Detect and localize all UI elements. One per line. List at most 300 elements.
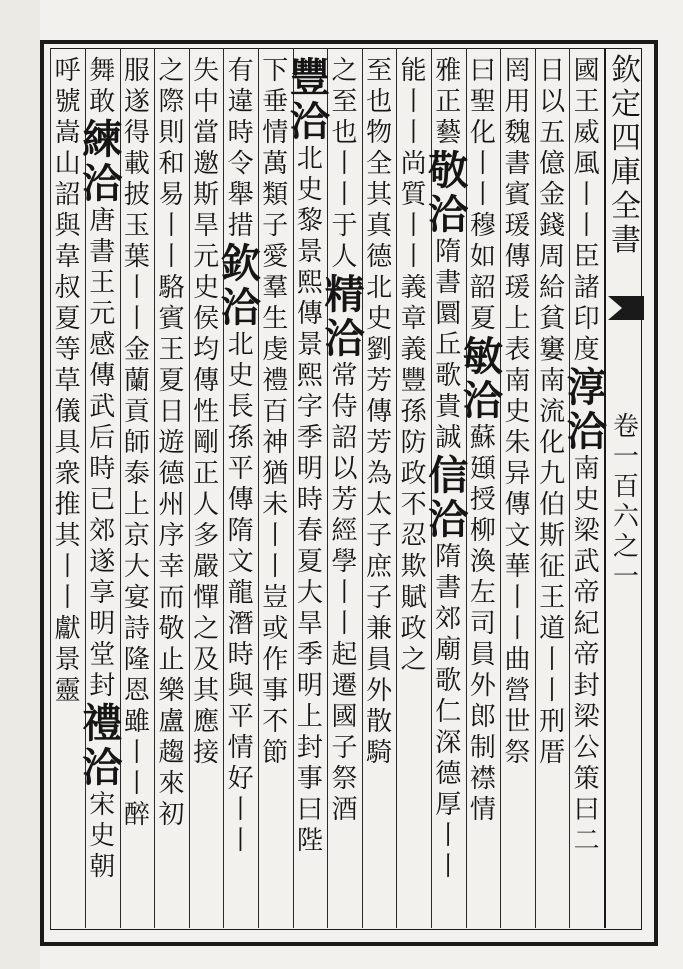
text-char: 朝: [89, 852, 116, 882]
text-char: 罔: [504, 56, 531, 86]
text-char: 時: [227, 640, 254, 670]
text-char: 也: [366, 87, 393, 117]
text-char: 之: [158, 56, 185, 86]
text-char: 等: [54, 335, 81, 365]
text-char: 曰: [296, 795, 323, 825]
text-char: 芳: [366, 428, 393, 458]
text-char: 平: [227, 454, 254, 484]
text-char: 丨: [123, 304, 150, 334]
text-char: 有: [227, 56, 254, 86]
text-char: 梁: [573, 516, 600, 546]
text-char: 好: [227, 764, 254, 794]
text-char: 貧: [539, 304, 566, 334]
text-char: 北: [296, 144, 323, 174]
text-char: 元: [89, 299, 116, 329]
text-char: 質: [400, 180, 427, 210]
margin-volume-char: 一: [612, 442, 639, 472]
text-char: 歌: [435, 666, 462, 696]
text-char: 載: [123, 149, 150, 179]
text-char: 芳: [331, 485, 358, 515]
text-char: 豐: [400, 366, 427, 396]
text-char: 當: [193, 118, 220, 148]
text-char: 盧: [158, 707, 185, 737]
text-char: 夏: [54, 304, 81, 334]
text-char: 也: [331, 118, 358, 148]
text-char: 或: [262, 614, 289, 644]
text-char: 與: [54, 211, 81, 241]
text-char: 憚: [193, 583, 220, 613]
text-char: 其: [193, 676, 220, 706]
entry-heading-char: 欽: [220, 240, 261, 287]
text-char: 傳: [296, 299, 323, 329]
text-char: 金: [123, 335, 150, 365]
text-char: 金: [539, 180, 566, 210]
text-char: 臣: [573, 242, 600, 272]
text-char: 帝: [573, 578, 600, 608]
text-char: 周: [539, 242, 566, 272]
text-char: 羣: [262, 273, 289, 303]
text-char: 嚴: [193, 552, 220, 582]
text-char: 丨: [504, 583, 531, 613]
text-char: 節: [262, 738, 289, 768]
text-char: 二: [573, 826, 600, 856]
text-char: 侍: [331, 392, 358, 422]
text-char: 道: [539, 614, 566, 644]
text-char: 史: [89, 821, 116, 851]
text-char: 長: [227, 392, 254, 422]
text-char: 龍: [227, 578, 254, 608]
text-char: 南: [504, 366, 531, 396]
text-char: 失: [193, 56, 220, 86]
text-char: 傳: [89, 361, 116, 391]
text-char: 神: [262, 428, 289, 458]
text-char: 丨: [262, 552, 289, 582]
text-char: 丨: [573, 211, 600, 241]
text-char: 雅: [435, 56, 462, 86]
text-char: 丨: [469, 180, 496, 210]
text-char: 師: [123, 428, 150, 458]
text-char: 封: [296, 733, 323, 763]
text-char: 傳: [504, 490, 531, 520]
text-char: 泰: [123, 459, 150, 489]
text-char: 武: [573, 547, 600, 577]
text-char: 賓: [158, 304, 185, 334]
text-char: 魏: [504, 118, 531, 148]
text-char: 時: [227, 118, 254, 148]
text-char: 物: [366, 118, 393, 148]
entry-heading-char: 精: [324, 271, 365, 318]
text-char: 敬: [158, 614, 185, 644]
text-char: 太: [366, 490, 393, 520]
text-char: 丨: [435, 821, 462, 851]
text-char: 書: [504, 149, 531, 179]
text-char: 之: [331, 56, 358, 86]
page-edge: [0, 0, 40, 969]
text-column: [47, 56, 89, 922]
text-char: 窶: [539, 335, 566, 365]
text-char: 蘭: [123, 366, 150, 396]
text-char: 舞: [89, 56, 116, 86]
text-char: 均: [193, 335, 220, 365]
text-char: 其: [54, 521, 81, 551]
margin-title-char: 全: [611, 189, 641, 224]
text-char: 給: [539, 273, 566, 303]
text-char: 王: [573, 87, 600, 117]
text-char: 蘇: [469, 423, 496, 453]
text-char: 明: [296, 671, 323, 701]
text-char: 際: [158, 87, 185, 117]
text-char: 封: [573, 671, 600, 701]
text-char: 厝: [539, 738, 566, 768]
text-char: 用: [504, 87, 531, 117]
text-char: 接: [193, 738, 220, 768]
entry-heading-char: 洽: [462, 377, 503, 424]
text-char: 丘: [435, 330, 462, 360]
text-char: 尚: [400, 149, 427, 179]
text-char: 風: [573, 149, 600, 179]
text-char: 作: [262, 645, 289, 675]
text-char: 侯: [193, 304, 220, 334]
text-char: 郎: [469, 702, 496, 732]
text-char: 于: [331, 211, 358, 241]
text-char: 靈: [54, 676, 81, 706]
text-char: 丨: [123, 769, 150, 799]
text-char: 及: [193, 645, 220, 675]
text-char: 丨: [54, 552, 81, 582]
text-char: 丨: [227, 826, 254, 856]
text-char: 史: [573, 485, 600, 515]
text-char: 丨: [504, 614, 531, 644]
text-char: 恩: [123, 676, 150, 706]
text-char: 員: [469, 640, 496, 670]
text-char: 大: [296, 578, 323, 608]
text-char: 其: [366, 180, 393, 210]
text-char: 遂: [123, 87, 150, 117]
text-char: 誠: [435, 423, 462, 453]
text-char: 事: [296, 764, 323, 794]
text-char: 億: [539, 149, 566, 179]
text-char: 深: [435, 728, 462, 758]
text-char: 酒: [331, 795, 358, 825]
text-char: 剛: [193, 428, 220, 458]
text-char: 正: [435, 87, 462, 117]
text-char: 丨: [539, 676, 566, 706]
text-char: 詔: [54, 180, 81, 210]
text-char: 刑: [539, 707, 566, 737]
text-char: 丨: [158, 211, 185, 241]
text-char: 景: [296, 330, 323, 360]
text-char: 流: [539, 397, 566, 427]
text-char: 學: [331, 547, 358, 577]
text-char: 曲: [504, 645, 531, 675]
text-char: 异: [504, 459, 531, 489]
text-char: 宋: [89, 790, 116, 820]
text-char: 瑗: [504, 211, 531, 241]
text-char: 隆: [123, 645, 150, 675]
text-char: 兼: [366, 614, 393, 644]
text-char: 季: [296, 423, 323, 453]
text-char: 斯: [539, 521, 566, 551]
text-char: 廟: [435, 635, 462, 665]
text-char: 景: [296, 237, 323, 267]
text-char: 推: [54, 490, 81, 520]
text-char: 庶: [366, 552, 393, 582]
entry-heading-char: 洽: [82, 160, 123, 207]
text-char: 以: [331, 454, 358, 484]
text-char: 欺: [400, 552, 427, 582]
entry-heading-char: 信: [428, 452, 469, 499]
text-char: 醉: [123, 800, 150, 830]
text-char: 夏: [469, 304, 496, 334]
text-char: 隋: [435, 542, 462, 572]
text-char: 性: [193, 397, 220, 427]
text-char: 措: [227, 211, 254, 241]
text-char: 京: [123, 521, 150, 551]
text-char: 大: [123, 552, 150, 582]
text-char: 印: [573, 304, 600, 334]
text-char: 真: [366, 211, 393, 241]
text-char: 中: [193, 87, 220, 117]
text-char: 政: [400, 459, 427, 489]
entry-heading-char: 洽: [566, 408, 607, 455]
text-char: 圜: [435, 299, 462, 329]
text-char: 上: [504, 304, 531, 334]
text-char: 書: [435, 268, 462, 298]
text-char: 丨: [158, 242, 185, 272]
text-char: 伯: [539, 490, 566, 520]
text-char: 類: [262, 180, 289, 210]
text-char: 令: [227, 149, 254, 179]
text-char: 未: [262, 490, 289, 520]
text-char: 堂: [89, 640, 116, 670]
text-char: 丨: [573, 180, 600, 210]
text-char: 熙: [296, 268, 323, 298]
text-char: 季: [296, 640, 323, 670]
text-char: 上: [123, 490, 150, 520]
text-char: 德: [366, 242, 393, 272]
text-char: 國: [331, 702, 358, 732]
text-char: 上: [296, 702, 323, 732]
text-char: 營: [504, 676, 531, 706]
margin-title: [608, 54, 644, 258]
margin-volume: [608, 412, 644, 592]
text-char: 止: [158, 645, 185, 675]
text-char: 日: [158, 397, 185, 427]
text-char: 萬: [262, 149, 289, 179]
text-char: 貴: [435, 392, 462, 422]
text-char: 玉: [123, 211, 150, 241]
text-char: 賓: [504, 180, 531, 210]
text-char: 夏: [158, 366, 185, 396]
text-char: 文: [227, 547, 254, 577]
text-char: 得: [123, 118, 150, 148]
text-char: 忍: [400, 521, 427, 551]
text-char: 情: [227, 733, 254, 763]
text-char: 威: [573, 118, 600, 148]
text-char: 全: [366, 149, 393, 179]
text-char: 史: [296, 175, 323, 205]
text-char: 垂: [262, 87, 289, 117]
text-char: 百: [262, 397, 289, 427]
text-char: 五: [539, 118, 566, 148]
text-char: 違: [227, 87, 254, 117]
text-char: 度: [573, 335, 600, 365]
text-char: 瑗: [504, 273, 531, 303]
text-char: 傳: [227, 485, 254, 515]
text-char: 南: [573, 454, 600, 484]
text-char: 丨: [331, 180, 358, 210]
text-char: 情: [262, 118, 289, 148]
text-char: 九: [539, 459, 566, 489]
text-char: 化: [539, 428, 566, 458]
text-char: 服: [123, 56, 150, 86]
text-char: 字: [296, 392, 323, 422]
text-char: 隋: [227, 516, 254, 546]
text-char: 唐: [89, 206, 116, 236]
text-char: 華: [504, 552, 531, 582]
text-char: 黎: [296, 206, 323, 236]
text-char: 幸: [158, 552, 185, 582]
text-char: 不: [400, 490, 427, 520]
text-char: 丨: [331, 578, 358, 608]
margin-title-char: 欽: [611, 53, 641, 88]
text-char: 郊: [89, 516, 116, 546]
margin-volume-char: 六: [612, 502, 639, 532]
text-char: 文: [504, 521, 531, 551]
text-char: 郊: [435, 604, 462, 634]
entry-heading-char: 洽: [428, 496, 469, 543]
text-char: 生: [262, 304, 289, 334]
text-char: 遷: [331, 671, 358, 701]
text-char: 丨: [54, 583, 81, 613]
entry-heading-char: 豐: [289, 54, 330, 101]
text-char: 駱: [158, 273, 185, 303]
text-char: 旱: [296, 609, 323, 639]
text-char: 易: [158, 180, 185, 210]
text-char: 宴: [123, 583, 150, 613]
text-char: 應: [193, 707, 220, 737]
text-char: 北: [366, 273, 393, 303]
text-char: 則: [158, 118, 185, 148]
text-char: 經: [331, 516, 358, 546]
text-char: 丨: [400, 242, 427, 272]
text-char: 仁: [435, 697, 462, 727]
text-char: 孫: [227, 423, 254, 453]
text-char: 梁: [573, 702, 600, 732]
text-char: 葉: [123, 242, 150, 272]
text-char: 丨: [331, 149, 358, 179]
text-char: 至: [366, 56, 393, 86]
text-char: 邀: [193, 149, 220, 179]
text-char: 王: [89, 268, 116, 298]
entry-heading-char: 洽: [82, 744, 123, 791]
text-char: 多: [193, 521, 220, 551]
text-char: 丨: [400, 87, 427, 117]
text-char: 義: [400, 335, 427, 365]
text-char: 不: [262, 707, 289, 737]
text-char: 時: [89, 454, 116, 484]
text-char: 封: [89, 671, 116, 701]
entry-heading-char: 洽: [289, 98, 330, 145]
text-char: 草: [54, 366, 81, 396]
text-char: 以: [539, 87, 566, 117]
text-char: 已: [89, 485, 116, 515]
text-char: 祭: [504, 738, 531, 768]
text-char: 能: [400, 56, 427, 86]
text-char: 史: [227, 361, 254, 391]
text-char: 和: [158, 149, 185, 179]
text-char: 劉: [366, 335, 393, 365]
text-char: 人: [193, 490, 220, 520]
text-char: 芳: [366, 366, 393, 396]
text-char: 明: [89, 609, 116, 639]
text-char: 制: [469, 733, 496, 763]
text-char: 正: [193, 459, 220, 489]
text-char: 北: [227, 330, 254, 360]
text-char: 曰: [573, 795, 600, 825]
text-char: 景: [54, 645, 81, 675]
text-char: 具: [54, 428, 81, 458]
text-char: 平: [227, 702, 254, 732]
text-char: 歌: [435, 361, 462, 391]
text-char: 后: [89, 423, 116, 453]
text-char: 事: [262, 676, 289, 706]
text-char: 世: [504, 707, 531, 737]
text-char: 愛: [262, 242, 289, 272]
text-char: 丨: [331, 609, 358, 639]
entry-heading-char: 洽: [220, 284, 261, 331]
text-char: 祭: [331, 764, 358, 794]
text-char: 遂: [89, 547, 116, 577]
text-char: 德: [158, 459, 185, 489]
text-char: 外: [469, 671, 496, 701]
text-char: 樂: [158, 676, 185, 706]
text-char: 帝: [573, 640, 600, 670]
text-char: 丨: [123, 738, 150, 768]
text-char: 政: [400, 614, 427, 644]
text-char: 儀: [54, 397, 81, 427]
text-char: 起: [331, 640, 358, 670]
text-char: 感: [89, 330, 116, 360]
text-char: 衆: [54, 459, 81, 489]
text-char: 史: [504, 397, 531, 427]
text-char: 紀: [573, 609, 600, 639]
text-char: 禮: [262, 366, 289, 396]
text-char: 南: [539, 366, 566, 396]
text-char: 韋: [54, 242, 81, 272]
text-char: 藝: [435, 118, 462, 148]
text-char: 穆: [469, 211, 496, 241]
text-char: 德: [435, 759, 462, 789]
text-char: 夏: [296, 547, 323, 577]
text-char: 防: [400, 428, 427, 458]
text-char: 而: [158, 583, 185, 613]
text-char: 孫: [400, 397, 427, 427]
entry-heading-char: 洽: [428, 191, 469, 238]
text-char: 子: [366, 583, 393, 613]
text-char: 斯: [193, 180, 220, 210]
text-char: 下: [262, 56, 289, 86]
text-char: 錢: [539, 211, 566, 241]
text-char: 嵩: [54, 118, 81, 148]
text-char: 章: [400, 304, 427, 334]
text-char: 常: [331, 361, 358, 391]
text-char: 史: [193, 273, 220, 303]
text-char: 王: [539, 583, 566, 613]
text-char: 元: [193, 242, 220, 272]
text-char: 曰: [469, 56, 496, 86]
text-char: 子: [331, 733, 358, 763]
